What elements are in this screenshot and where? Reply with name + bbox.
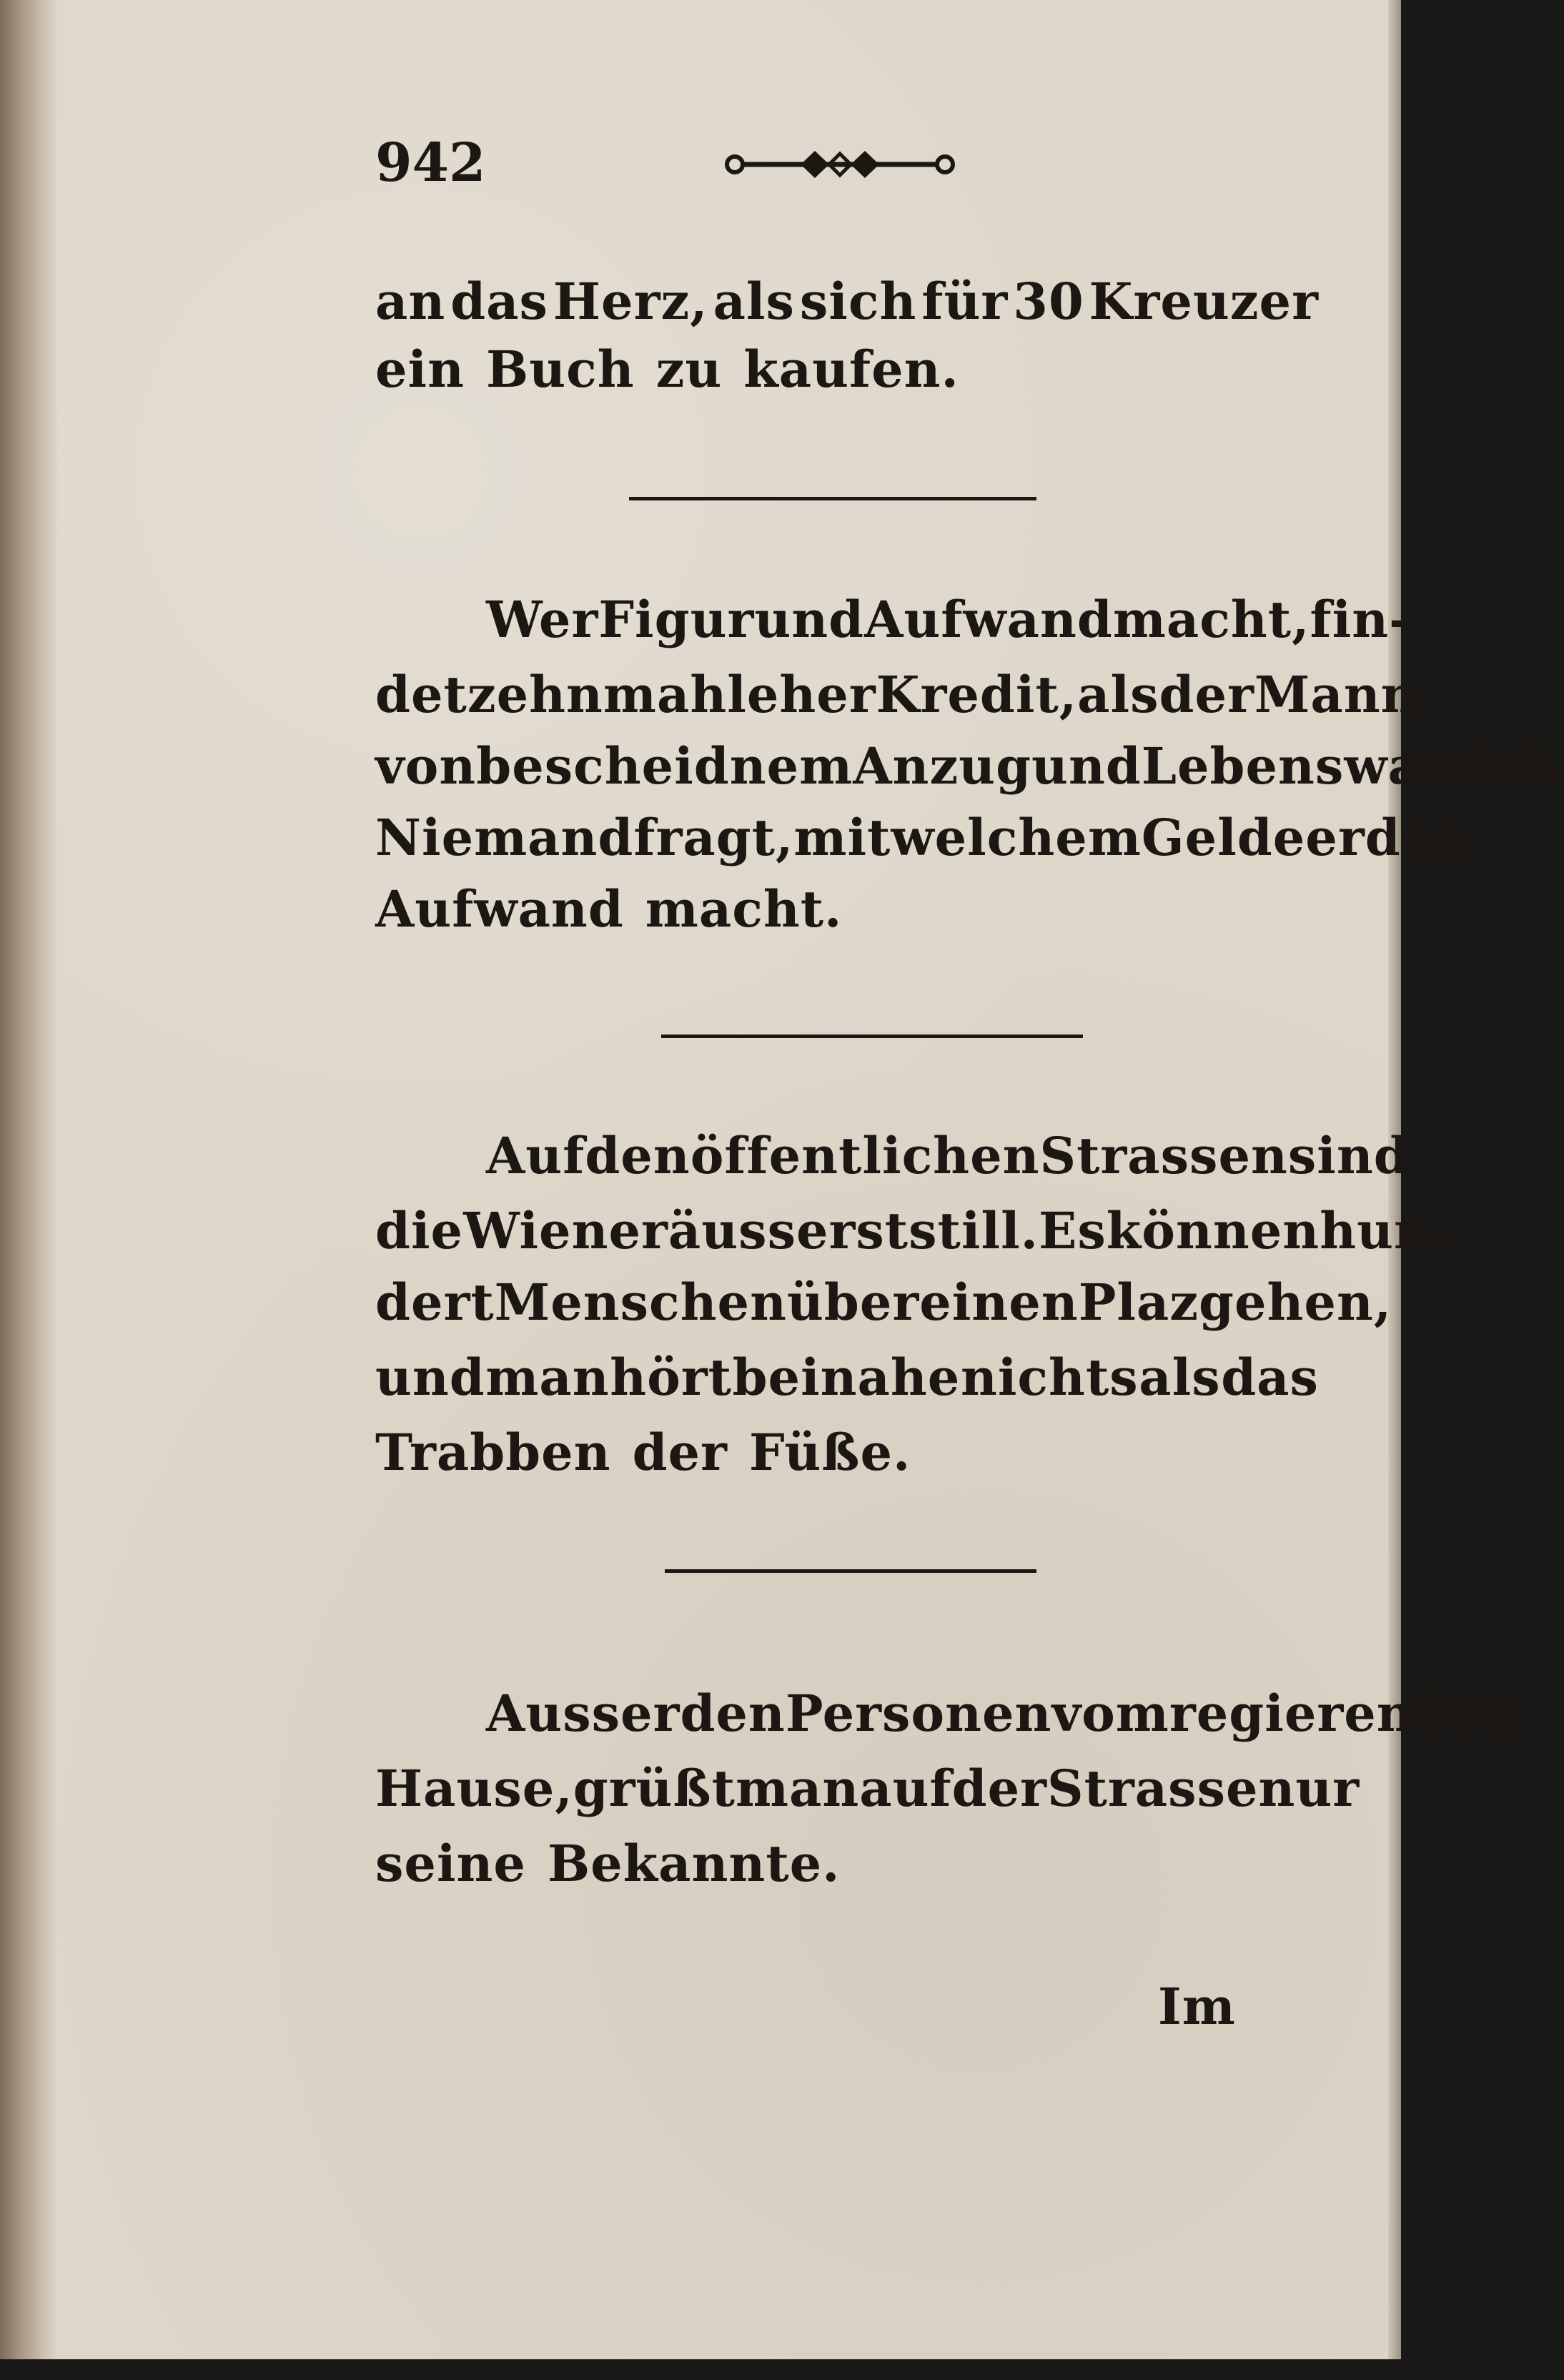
- word: den: [1365, 808, 1471, 867]
- word: Aufwand: [375, 879, 624, 939]
- word: und: [1031, 736, 1142, 796]
- word: auf: [859, 1759, 952, 1818]
- word: Niemand: [375, 808, 634, 867]
- word: Strasse: [1047, 1759, 1259, 1818]
- word: das: [1221, 1348, 1319, 1407]
- word: Auf: [486, 1126, 585, 1185]
- section-divider: [661, 1035, 1083, 1038]
- section-divider: [665, 1569, 1036, 1573]
- word: eher: [746, 665, 876, 724]
- catchword: [1158, 1977, 1272, 2036]
- header-ornament: [722, 147, 958, 182]
- word: und: [754, 590, 865, 649]
- word: Mann: [1254, 665, 1418, 724]
- text-line: [375, 1348, 1319, 1407]
- word: Gelde: [1141, 808, 1306, 867]
- word: seine: [375, 1834, 526, 1893]
- word: Buch: [486, 340, 635, 399]
- word: nichts: [960, 1348, 1139, 1407]
- text-line: [375, 808, 1471, 867]
- word: Kreuzer: [1089, 272, 1319, 331]
- word: Ausser: [486, 1684, 680, 1743]
- word: für: [921, 272, 1009, 331]
- text-line: [375, 340, 1319, 399]
- word: den: [585, 1126, 691, 1185]
- word: das: [450, 272, 548, 331]
- word: äusserst: [668, 1201, 909, 1260]
- word: hun-: [1320, 1201, 1452, 1260]
- word: Menschen: [494, 1273, 787, 1332]
- word: und: [375, 1348, 485, 1407]
- word: Wer: [486, 590, 599, 649]
- word: macht.: [645, 879, 843, 939]
- text-line: [375, 736, 1564, 796]
- word: Anzug: [853, 736, 1032, 796]
- text-line: [375, 1759, 1360, 1818]
- text-line: [375, 879, 1319, 939]
- text-line: [375, 1834, 1319, 1893]
- word: können: [1106, 1201, 1320, 1260]
- word: ein: [375, 340, 465, 399]
- word: mit: [793, 808, 891, 867]
- word: dert: [375, 1273, 495, 1332]
- word: an: [375, 272, 446, 331]
- word: Personen: [785, 1684, 1052, 1743]
- word: Es: [1039, 1201, 1107, 1260]
- word: einen: [919, 1273, 1079, 1332]
- word: det: [375, 665, 467, 724]
- text-line: [375, 1201, 1452, 1260]
- text-line: [486, 1126, 1410, 1185]
- word: der: [951, 1759, 1048, 1818]
- word: als: [1077, 665, 1159, 724]
- word: hört: [610, 1348, 733, 1407]
- word: über: [786, 1273, 920, 1332]
- word: kaufen.: [743, 340, 959, 399]
- word: Trabben: [375, 1423, 611, 1482]
- text-line: [375, 1273, 1392, 1332]
- word: Figur: [598, 590, 755, 649]
- word: sich: [799, 272, 917, 331]
- word: öffentlichen: [690, 1126, 1040, 1185]
- book-spine-shadow: [0, 0, 57, 2359]
- word: man: [485, 1348, 610, 1407]
- word: den: [680, 1684, 786, 1743]
- word: man: [735, 1759, 860, 1818]
- word: regierenden: [1169, 1684, 1520, 1743]
- word: die: [375, 1201, 464, 1260]
- word: grüßt: [573, 1759, 736, 1818]
- word: macht,: [1112, 590, 1310, 649]
- word: als: [713, 272, 795, 331]
- word: Bekannte.: [547, 1834, 841, 1893]
- word: Hause,: [375, 1759, 573, 1818]
- word: zu: [655, 340, 723, 399]
- word: fin-: [1310, 590, 1411, 649]
- word: 30: [1013, 272, 1084, 331]
- word: als: [1139, 1348, 1221, 1407]
- text-line: [375, 1423, 1319, 1482]
- word: vom: [1051, 1684, 1169, 1743]
- word: Herz,: [553, 272, 708, 331]
- word: Plaz: [1078, 1273, 1199, 1332]
- word: von: [375, 736, 477, 796]
- page-number: 942: [375, 132, 486, 194]
- word: der: [632, 1423, 728, 1482]
- word: Aufwand: [864, 590, 1113, 649]
- word: beinahe: [732, 1348, 961, 1407]
- word: Kredit,: [876, 665, 1078, 724]
- text-line: [375, 665, 1418, 724]
- word: sind: [1287, 1126, 1410, 1185]
- word: welchem: [891, 808, 1142, 867]
- word: Lebenswandel.: [1141, 736, 1564, 796]
- section-divider: [629, 497, 1036, 500]
- word: still.: [909, 1201, 1039, 1260]
- word: zehnmahl: [467, 665, 747, 724]
- word: Wiener: [463, 1201, 668, 1260]
- word: gehen,: [1199, 1273, 1392, 1332]
- word: Im: [1158, 1977, 1236, 2036]
- word: bescheidnem: [476, 736, 853, 796]
- text-line: [486, 1684, 1520, 1743]
- word: Füße.: [748, 1423, 911, 1482]
- word: Strassen: [1039, 1126, 1288, 1185]
- word: fragt,: [633, 808, 794, 867]
- text-line: [486, 590, 1411, 649]
- text-line: [375, 272, 1319, 331]
- word: er: [1305, 808, 1365, 867]
- word: der: [1159, 665, 1254, 724]
- word: nur: [1258, 1759, 1360, 1818]
